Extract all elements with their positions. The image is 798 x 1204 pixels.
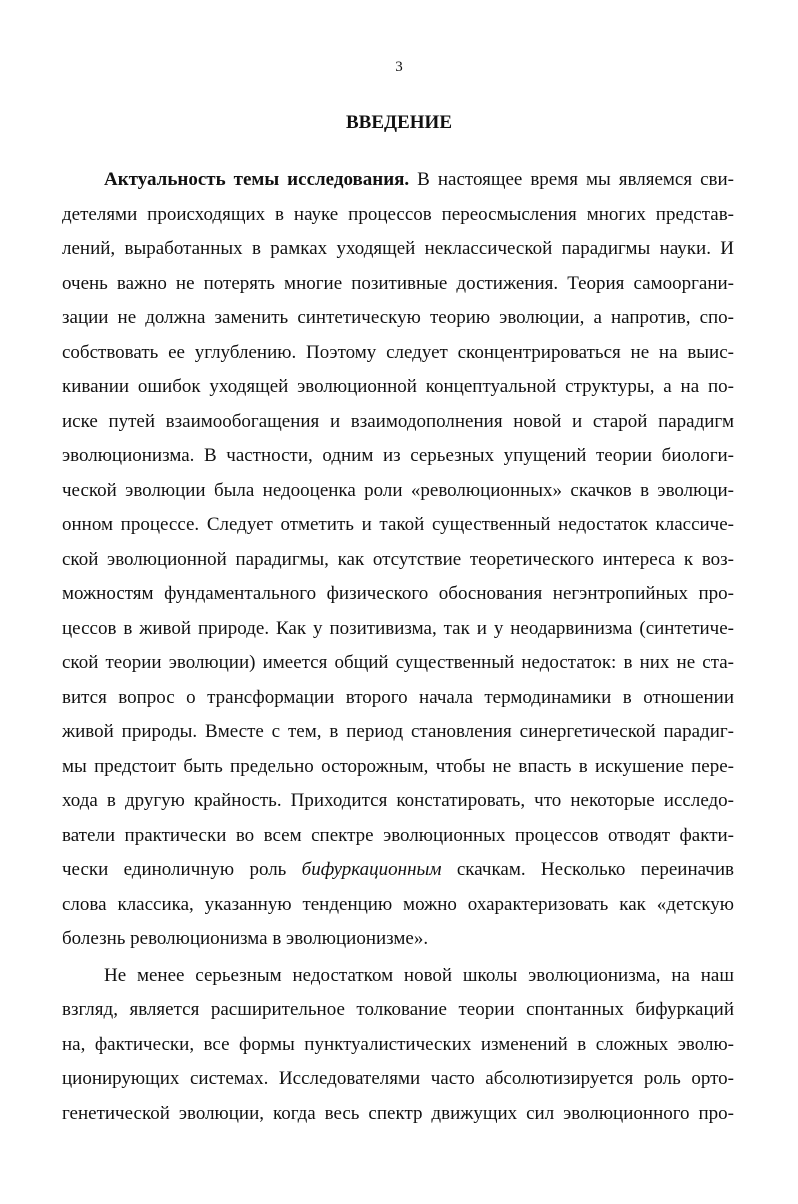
text-line: ской эволюционной парадигмы, как отсутствие теоретического интереса к воз-: [62, 549, 734, 570]
text-line: ческой эволюции была недооценка роли «революционных» скачков в эволюци-: [62, 480, 734, 501]
text-line: мы предстоит быть предельно осторожным, чтобы не впасть в искушение пере-: [62, 756, 734, 777]
text-line: эволюционизма. В частности, одним из серьезных упущений теории биологи-: [62, 445, 734, 466]
text-line: болезнь революционизма в эволюционизме».: [62, 928, 429, 949]
text-line: [104, 163, 734, 197]
text-line: лений, выработанных в рамках уходящей неклассической парадигмы науки. И: [62, 238, 734, 259]
page-number: 3: [395, 59, 403, 75]
text-line: хода в другую крайность. Приходится констатировать, что некоторые исследо-: [62, 790, 734, 811]
text-line: вится вопрос о трансформации второго начала термодинамики в отношении: [62, 687, 734, 708]
page-title: ВВЕДЕНИЕ: [346, 112, 452, 133]
text-line: живой природы. Вместе с тем, в период становления синергетической парадиг-: [62, 721, 734, 742]
text-line: на, фактически, все формы пунктуалистических изменений в сложных эволю-: [62, 1034, 734, 1055]
text-line: ционирующих системах. Исследователями часто абсолютизируется роль орто-: [62, 1068, 734, 1089]
text-span: В настоящее время мы являемся сви-: [409, 169, 734, 190]
text-span: чески единоличную роль: [62, 859, 302, 880]
text-line: иске путей взаимообогащения и взаимодополнения новой и старой парадигм: [62, 411, 734, 432]
section-lead: Актуальность темы исследования.: [104, 169, 410, 190]
text-span: скачкам. Несколько переиначив: [441, 859, 734, 880]
text-line: генетической эволюции, когда весь спектр движущих сил эволюционного про-: [62, 1103, 734, 1124]
text-line: слова классика, указанную тенденцию можно охарактеризовать как «детскую: [62, 894, 734, 915]
text-line: онном процессе. Следует отметить и такой существенный недостаток классиче-: [62, 514, 734, 535]
italic-term: бифуркационным: [301, 859, 442, 880]
text-line: цессов в живой природе. Как у позитивизма, так и у неодарвинизма (синтетиче-: [62, 618, 734, 639]
text-line: кивании ошибок уходящей эволюционной концептуальной структуры, а на по-: [62, 376, 734, 397]
text-line: зации не должна заменить синтетическую теорию эволюции, а напротив, спо-: [62, 307, 734, 328]
text-line: взгляд, является расширительное толкование теории спонтанных бифуркаций: [62, 999, 734, 1020]
text-line: ской теории эволюции) имеется общий существенный недостаток: в них не ста-: [62, 652, 734, 673]
text-line: ватели практически во всем спектре эволюционных процессов отводят факти-: [62, 825, 734, 846]
text-line: собствовать ее углублению. Поэтому следует сконцентрироваться не на выис-: [62, 342, 734, 363]
text-line: детелями происходящих в науке процессов переосмысления многих представ-: [62, 204, 734, 225]
text-line: [62, 853, 734, 887]
text-line: очень важно не потерять многие позитивные достижения. Теория самооргани-: [62, 273, 734, 294]
text-line: можностям фундаментального физического обоснования негэнтропийных про-: [62, 583, 734, 604]
text-line: Не менее серьезным недостатком новой школы эволюционизма, на наш: [104, 965, 734, 986]
